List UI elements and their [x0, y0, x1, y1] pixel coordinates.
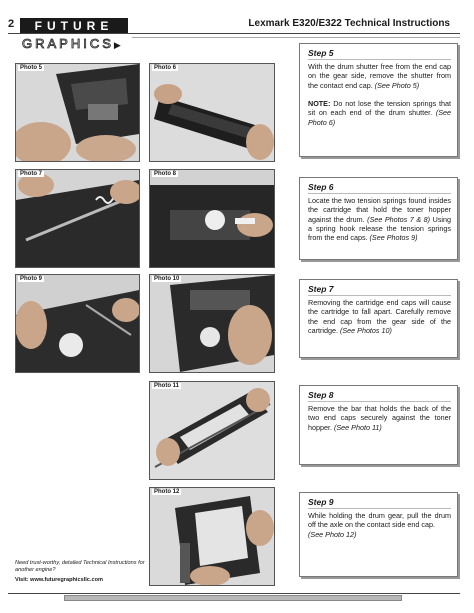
step-9-box: [299, 492, 458, 577]
step-title: Step 6: [308, 182, 334, 192]
step-body: [308, 62, 451, 127]
note-label: NOTE:: [308, 99, 331, 109]
step-title: Step 5: [308, 48, 334, 58]
step-text-2: Using a spring hook release the tension springs from the end caps.: [308, 214, 452, 243]
photo-10: [149, 274, 275, 373]
footer-url-link[interactable]: Visit: www.futuregraphicsllc.com: [15, 577, 103, 583]
step-photo-ref: (See Photo 5): [374, 80, 420, 90]
photo-label: Photo 6: [154, 65, 176, 71]
step-body: [308, 404, 451, 432]
logo-top-text: FUTURE: [20, 18, 128, 34]
step-title: Step 9: [308, 497, 334, 507]
step-7-box: [299, 279, 458, 358]
photo-label: Photo 9: [20, 276, 42, 282]
step-rule: [308, 295, 451, 296]
photo-12-image: [150, 488, 274, 585]
page-number: 2: [8, 18, 15, 30]
photo-label: Photo 5: [20, 65, 42, 71]
photo-5-image: [16, 64, 139, 161]
note-text: Do not lose the tension springs that sit on each end of the drum shutter.: [308, 99, 451, 118]
photo-11: [149, 381, 275, 480]
photo-7: [15, 169, 140, 268]
step-6-box: [299, 177, 458, 260]
step-photo-ref: (See Photo 12): [308, 529, 357, 539]
step-title: Step 8: [308, 390, 334, 400]
photo-label: Photo 8: [154, 171, 176, 177]
step-text: Removing the cartridge end caps will cause the cartridge to fall apart. Carefully remove the end cap from the gear side of the cartridge.: [308, 298, 451, 335]
step-text: Locate the two tension springs found insides the cartridge that hold the toner hopper against the drum.: [308, 196, 451, 224]
step-photo-ref: (See Photo 11): [333, 422, 382, 432]
photo-label: Photo 11: [154, 383, 180, 389]
photo-6: [149, 63, 275, 162]
photo-9: [15, 274, 140, 373]
photo-8-image: [150, 170, 274, 267]
step-body: [308, 196, 451, 242]
step-photo-ref: (See Photos 7 & 8): [367, 214, 431, 224]
photo-12: [149, 487, 275, 586]
photo-5: [15, 63, 140, 162]
photo-label: Photo 7: [20, 171, 42, 177]
future-graphics-logo: [20, 18, 132, 54]
step-photo-ref: (See Photos 10): [339, 325, 392, 335]
document-title: Lexmark E320/E322 Technical Instructions: [248, 18, 450, 29]
photo-8: [149, 169, 275, 268]
photo-7-image: [16, 170, 139, 267]
photo-6-image: [150, 64, 274, 161]
step-rule: [308, 59, 451, 60]
logo-arrow-icon: ▶: [113, 40, 121, 50]
photo-label: Photo 12: [154, 489, 180, 495]
note-photo-ref: (See Photo 6): [308, 108, 451, 127]
header-rule: [8, 33, 460, 34]
step-body: [308, 511, 451, 539]
step-title: Step 7: [308, 284, 334, 294]
photo-9-image: [16, 275, 139, 372]
step-text: Remove the bar that holds the back of the two end caps securely against the toner hopper.: [308, 404, 451, 432]
step-5-box: [299, 43, 458, 157]
step-body: [308, 298, 451, 335]
step-rule: [308, 401, 451, 402]
photo-11-image: [150, 382, 274, 479]
photo-10-image: [150, 275, 274, 372]
logo-bottom: [20, 35, 134, 53]
photo-label: Photo 10: [154, 276, 180, 282]
step-8-box: [299, 385, 458, 465]
logo-bottom-text: GRAPHICS: [22, 36, 114, 51]
header-rule-secondary: [132, 37, 460, 38]
footer-bar: [64, 595, 402, 601]
step-text: While holding the drum gear, pull the drum off the axle on the contact side end cap.: [308, 511, 451, 530]
step-photo-ref-2: (See Photos 9): [369, 233, 418, 243]
footer-note: Need trust-worthy, detailed Technical Instructions for another engine?: [15, 560, 145, 574]
step-rule: [308, 508, 451, 509]
footer-rule: [8, 593, 460, 594]
step-text: With the drum shutter free from the end cap on the gear side, remove the shutter from the contact end cap.: [308, 62, 451, 90]
step-rule: [308, 193, 451, 194]
